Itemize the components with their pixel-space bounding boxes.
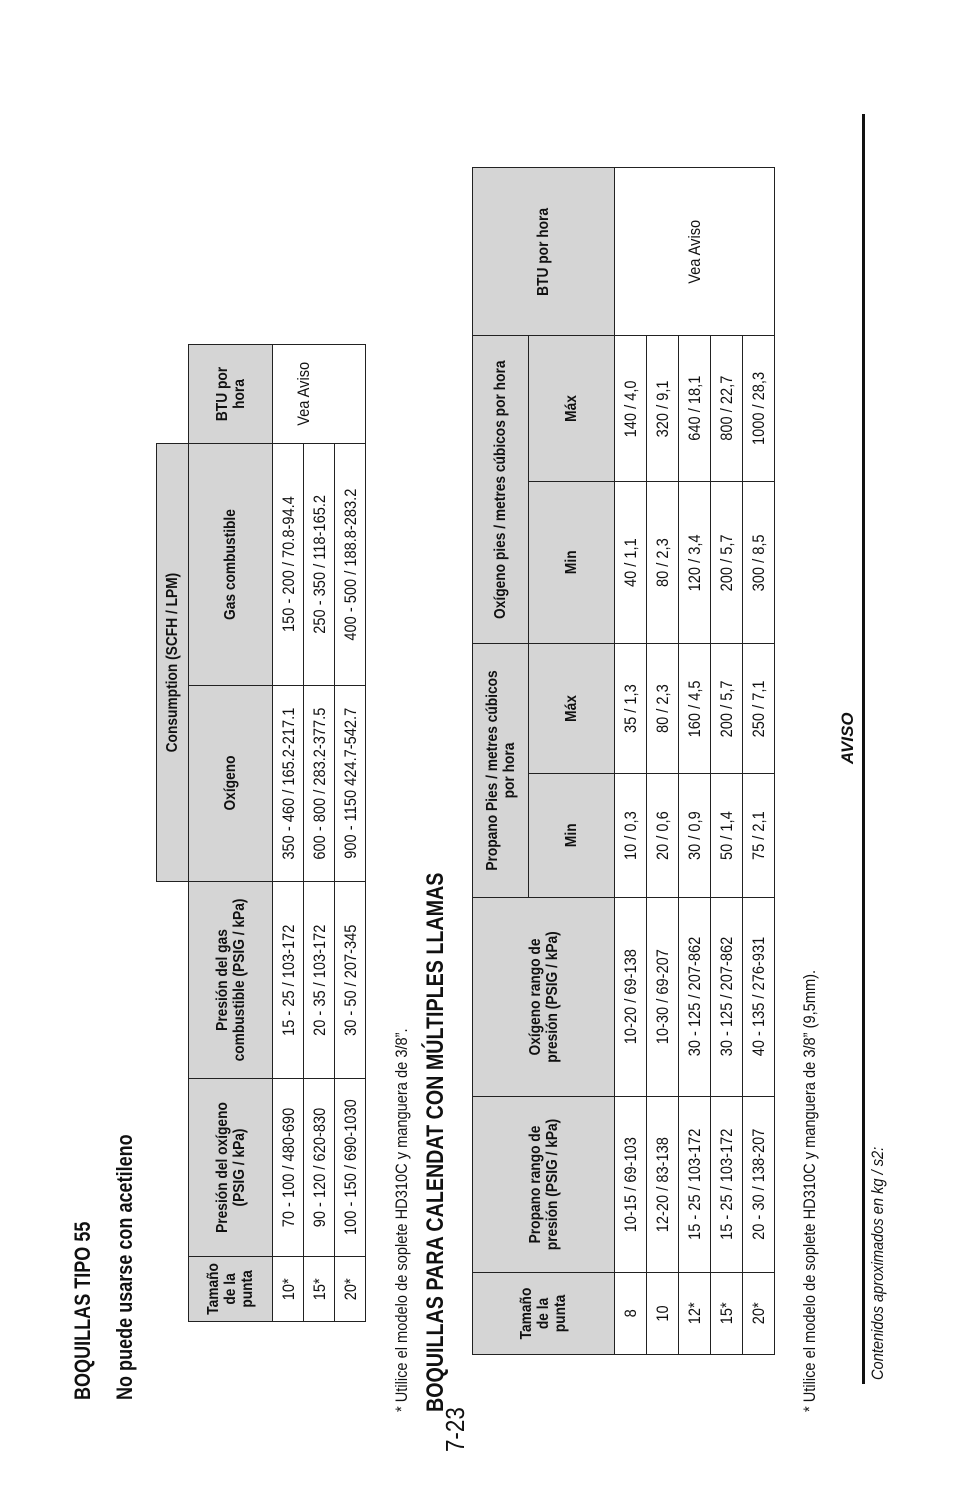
page-number: 7-23 [440, 1407, 470, 1452]
table-row: 10* 70 - 100 / 480-690 15 - 25 / 103-172 350 - 460 / 165.2-217.1 150 - 200 / 70.8-94.4 Vea Aviso [273, 344, 304, 1321]
col-header-oxigeno: Oxígeno [189, 685, 273, 881]
page-title: BOQUILLAS TIPO 55 [70, 1221, 95, 1400]
consumption-group-header: Consumption (SCFH / LPM) [157, 443, 189, 881]
table-multiples-llamas: Tamaño de la punta Propano rango de presión (PSIG / kPa) Oxígeno rango de presión (PSIG / kPa) Propano Pies / metres cúbicos por hora Oxígeno pies / metres cúbicos por hora BTU por hora Min Máx Min Máx 8 10-15 / 69-103 10-20 / 69-138 10 / 0,3 35 / 1,3 40 / 1,1 140 / 4,0 Vea Aviso 10 12-20 / 83-138 10-30 / 69-207 20 / 0,6 80 / 2,3 80 / 2,3 320 / 9,1 12* 15 - 25 / 103-172 30 - 125 / 207-862 30 / 0,9 160 / 4,5 120 / 3,4 640 / 18,1 15* 15 - 25 / 103-172 30 - 125 / 207-862 50 / 1,4 200 / 5,7 200 / 5,7 800 / 22,7 20* 20 - 30 / 138-207 40 - 135 / 276-931 75 / 2,1 250 / 7,1 300 / 8,5 1000 / 28,3 [472, 167, 775, 1355]
aviso-title: AVISO [838, 712, 857, 764]
section-title: BOQUILLAS PARA CALENDAT CON MÚLTIPLES LLAMAS [422, 872, 449, 1412]
table-row: 20* 20 - 30 / 138-207 40 - 135 / 276-931 75 / 2,1 250 / 7,1 300 / 8,5 1000 / 28,3 [743, 168, 775, 1355]
col-header-propano-rango: Propano rango de presión (PSIG / kPa) [473, 1097, 615, 1273]
table2-footnote: * Utilice el modelo de soplete HD310C y manguera de 3/8” (9,5mm). [800, 969, 819, 1412]
table-row: 15* 15 - 25 / 103-172 30 - 125 / 207-862 50 / 1,4 200 / 5,7 200 / 5,7 800 / 22,7 [711, 168, 743, 1355]
aviso-rule [862, 114, 865, 1384]
col-header-tamano: Tamaño de la punta [473, 1273, 615, 1355]
col-header-btu: BTU por hora [189, 344, 273, 443]
table-row: 10 12-20 / 83-138 10-30 / 69-207 20 / 0,6 80 / 2,3 80 / 2,3 320 / 9,1 [647, 168, 679, 1355]
aviso-contenidos: Contenidos aproximados en kg / s2: [868, 1146, 887, 1380]
btu-vea-aviso: Vea Aviso [615, 168, 775, 336]
col-header-oxigeno-rango: Oxígeno rango de presión (PSIG / kPa) [473, 898, 615, 1097]
col-header-presion-oxigeno: Presión del oxígeno (PSIG / kPa) [189, 1078, 273, 1256]
col-header-btu: BTU por hora [473, 168, 615, 336]
col-header-tamano: Tamaño de la punta [189, 1256, 273, 1321]
btu-vea-aviso: Vea Aviso [273, 344, 335, 443]
col-header-presion-gas: Presión del gas combustible (PSIG / kPa) [189, 881, 273, 1078]
table-row: 20* 100 - 150 / 690-1030 30 - 50 / 207-345 900 - 1150 424.7-542.7 400 - 500 / 188.8-283.2 [335, 344, 366, 1321]
table-row: 12* 15 - 25 / 103-172 30 - 125 / 207-862 30 / 0,9 160 / 4,5 120 / 3,4 640 / 18,1 [679, 168, 711, 1355]
table-row: 15* 90 - 120 / 620-830 20 - 35 / 103-172 600 - 800 / 283.2-377.5 250 - 350 / 118-165.2 [304, 344, 335, 1321]
table-row: 8 10-15 / 69-103 10-20 / 69-138 10 / 0,3 35 / 1,3 40 / 1,1 140 / 4,0 Vea Aviso [615, 168, 647, 1355]
col-header-gas-combustible: Gas combustible [189, 443, 273, 685]
table1-footnote: * Utilice el modelo de soplete HD310C y manguera de 3/8”. [392, 1028, 411, 1412]
page-subtitle: No puede usarse con acetileno [112, 1134, 137, 1400]
table-tipo55 [156, 344, 366, 1322]
col-header-propano-pies: Propano Pies / metres cúbicos por hora [473, 644, 529, 898]
col-header-oxigeno-pies: Oxígeno pies / metres cúbicos por hora [473, 336, 529, 644]
